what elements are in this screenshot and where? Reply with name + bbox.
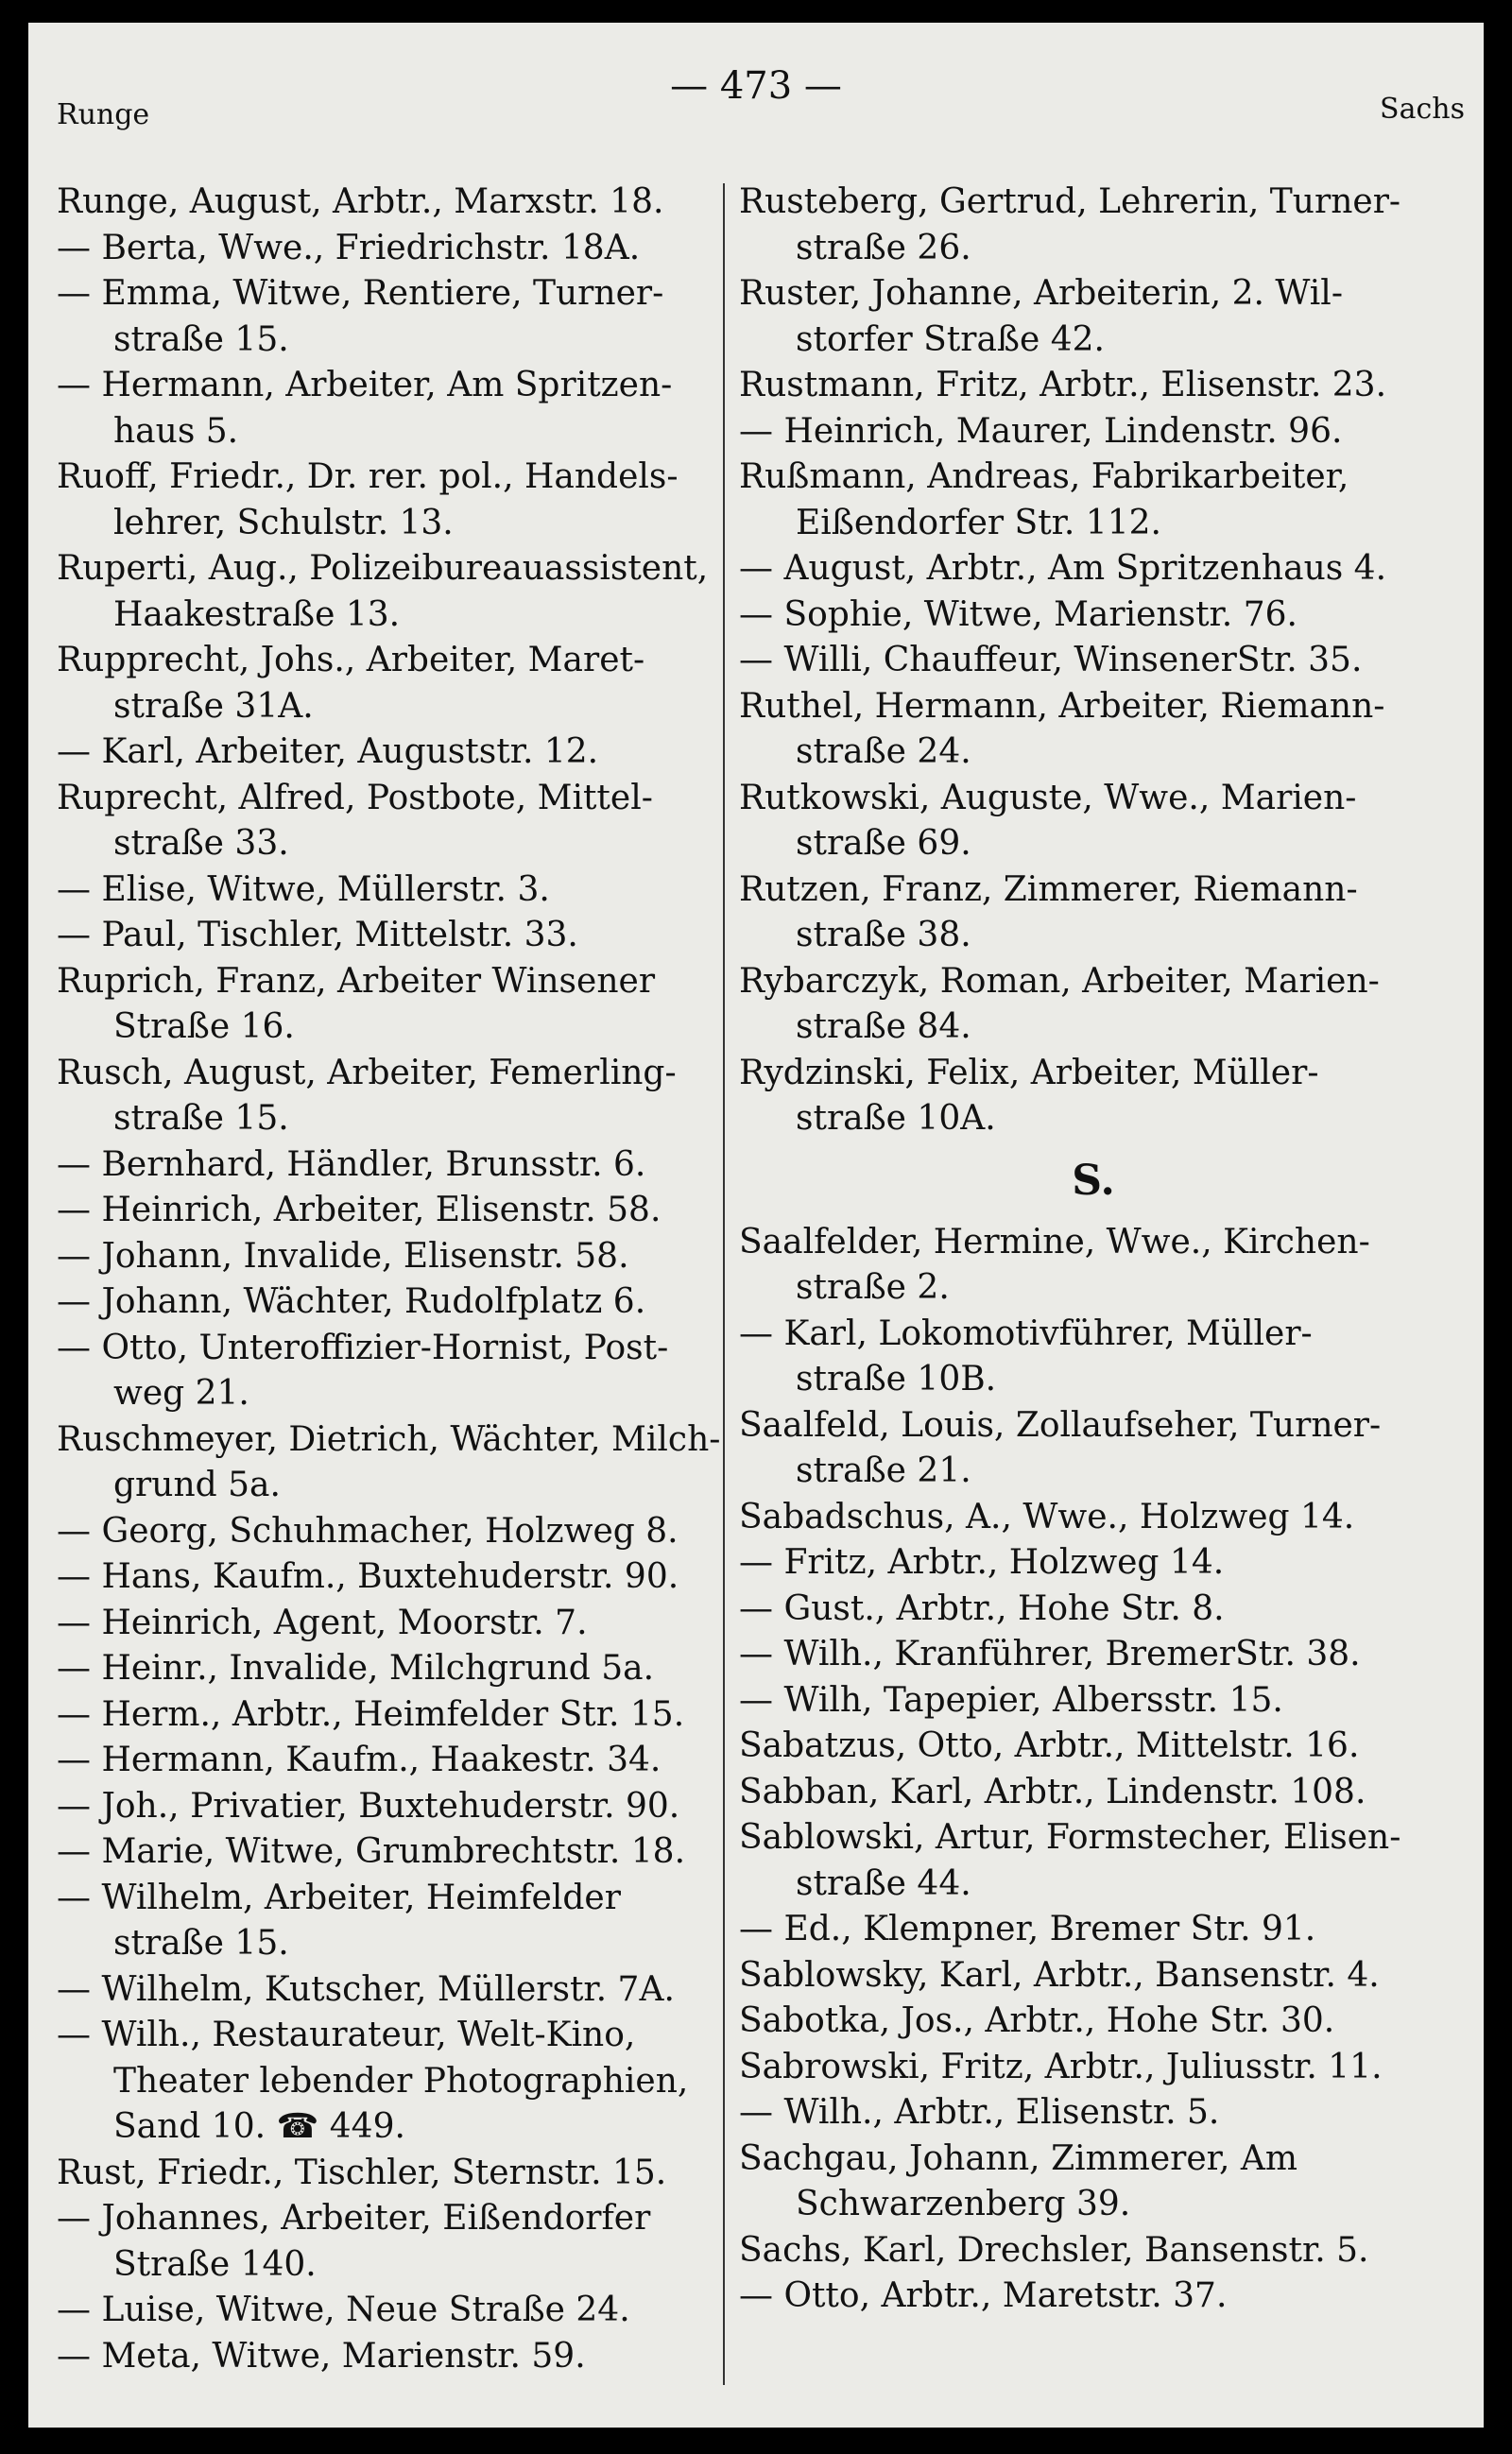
left-column — [57, 180, 721, 2379]
entry-text: — Heinrich, Arbeiter, Elisenstr. 58. — [57, 1191, 662, 1229]
entry-text: Rutkowski, Auguste, Wwe., Marien- — [739, 778, 1357, 817]
directory-entry — [739, 1724, 1448, 1770]
entry-text: — Johann, Wächter, Rudolfplatz 6. — [57, 1282, 646, 1321]
directory-entry — [739, 363, 1448, 409]
directory-entry — [57, 1646, 709, 1692]
directory-page — [28, 23, 1484, 2428]
entry-text: — Elise, Witwe, Müllerstr. 3. — [57, 869, 550, 909]
entry-continuation: straße 44. — [796, 1863, 971, 1903]
entry-continuation: weg 21. — [113, 1374, 249, 1413]
entry-text: Runge, August, Arbtr., Marxstr. 18. — [57, 182, 664, 221]
directory-entry — [739, 1587, 1448, 1633]
directory-entry — [739, 546, 1448, 592]
directory-entry — [57, 2151, 709, 2197]
directory-entry — [57, 1142, 709, 1189]
entry-text: Sabotka, Jos., Arbtr., Hohe Str. 30. — [739, 2001, 1335, 2040]
entry-text: — Heinrich, Maurer, Lindenstr. 96. — [739, 411, 1343, 451]
directory-entry — [57, 271, 709, 363]
directory-entry — [57, 2013, 709, 2104]
entry-text: — Joh., Privatier, Buxtehuderstr. 90. — [57, 1786, 680, 1826]
entry-text: — Karl, Lokomotivführer, Müller- — [739, 1313, 1313, 1353]
directory-entry — [739, 638, 1448, 684]
directory-entry — [739, 2137, 1448, 2228]
entry-continuation: straße 24. — [796, 732, 971, 771]
entry-text: — Wilhelm, Arbeiter, Heimfelder — [57, 1878, 621, 1917]
entry-text: Sachgau, Johann, Zimmerer, Am — [739, 2138, 1297, 2178]
directory-entry — [739, 592, 1448, 639]
directory-entry — [57, 1417, 721, 1509]
entry-text: — Ed., Klempner, Bremer Str. 91. — [739, 1910, 1316, 1948]
entry-continuation: straße 10B. — [796, 1360, 997, 1399]
entry-text: Rust, Friedr., Tischler, Sternstr. 15. — [57, 2153, 667, 2192]
directory-entry — [739, 867, 1448, 959]
entry-text: — Otto, Unteroffizier-Hornist, Post- — [57, 1328, 669, 1367]
directory-entry — [739, 1999, 1448, 2045]
entry-text: — Hermann, Arbeiter, Am Spritzen- — [57, 366, 673, 404]
entry-continuation: straße 33. — [113, 824, 289, 863]
directory-entry — [57, 1829, 709, 1876]
running-head-left: Runge — [57, 98, 150, 131]
directory-entry — [57, 1188, 709, 1234]
entry-text: — Wilh., Arbtr., Elisenstr. 5. — [739, 2093, 1220, 2132]
directory-entry — [739, 1540, 1448, 1587]
entry-text: — Willi, Chauffeur, WinsenerStr. 35. — [739, 641, 1363, 679]
entry-text: — Heinrich, Agent, Moorstr. 7. — [57, 1603, 588, 1642]
directory-entry — [57, 638, 709, 729]
entry-continuation: straße 10A. — [796, 1099, 996, 1138]
entry-text: — Bernhard, Händler, Brunsstr. 6. — [57, 1144, 646, 1184]
entry-text: Ruster, Johanne, Arbeiterin, 2. Wil- — [739, 274, 1343, 313]
entry-text: Sabatzus, Otto, Arbtr., Mittelstr. 16. — [739, 1726, 1360, 1765]
entry-continuation: straße 38. — [796, 916, 971, 954]
directory-entry — [739, 1495, 1448, 1541]
entry-text: Sabban, Karl, Arbtr., Lindenstr. 108. — [739, 1772, 1366, 1811]
directory-entry — [57, 546, 709, 638]
entry-continuation: straße 26. — [796, 228, 971, 267]
entry-text: — Hans, Kaufm., Buxtehuderstr. 90. — [57, 1557, 679, 1596]
directory-entry — [739, 1770, 1448, 1816]
entry-text: — Berta, Wwe., Friedrichstr. 18A. — [57, 228, 641, 267]
entry-text: — Wilh., Restaurateur, Welt-Kino, — [57, 2016, 636, 2054]
entry-continuation: straße 15. — [113, 1099, 289, 1138]
entry-text: Ruschmeyer, Dietrich, Wächter, Milch- — [57, 1419, 721, 1459]
directory-entry — [57, 867, 709, 914]
directory-entry — [57, 913, 709, 959]
directory-entry — [739, 1312, 1448, 1403]
directory-entry — [57, 226, 709, 272]
directory-entry — [57, 1279, 709, 1326]
directory-entry — [57, 2334, 709, 2380]
entry-text: — Meta, Witwe, Marienstr. 59. — [57, 2336, 586, 2376]
page-number: — 473 — — [670, 64, 842, 108]
directory-entry — [739, 2045, 1448, 2091]
entry-continuation: haus 5. — [113, 411, 239, 451]
directory-entry — [57, 1509, 709, 1555]
entry-text: — Johann, Invalide, Elisenstr. 58. — [57, 1236, 629, 1276]
directory-entry — [739, 409, 1448, 455]
directory-entry — [57, 1554, 709, 1601]
directory-entry — [739, 271, 1448, 363]
entry-continuation: straße 21. — [796, 1451, 971, 1490]
entry-continuation: straße 15. — [113, 319, 289, 359]
entry-text: — Emma, Witwe, Rentiere, Turner- — [57, 274, 664, 313]
entry-continuation: Theater lebender Photographien, — [113, 2061, 689, 2101]
directory-entry — [739, 2274, 1448, 2320]
entry-text: — Paul, Tischler, Mittelstr. 33. — [57, 916, 578, 954]
directory-entry — [739, 1051, 1448, 1142]
directory-entry — [57, 455, 709, 546]
directory-entry — [57, 2288, 709, 2334]
entry-text: Rutzen, Franz, Zimmerer, Riemann- — [739, 869, 1358, 909]
entry-text: Sabadschus, A., Wwe., Holzweg 14. — [739, 1497, 1355, 1536]
section-letter: S. — [1072, 1156, 1115, 1205]
entry-text: — August, Arbtr., Am Spritzenhaus 4. — [739, 549, 1387, 588]
entry-continuation: straße 15. — [113, 1924, 289, 1963]
entry-text: — Herm., Arbtr., Heimfelder Str. 15. — [57, 1694, 685, 1734]
directory-entry — [57, 1692, 709, 1739]
directory-entry — [739, 2090, 1448, 2137]
directory-entry — [739, 1815, 1448, 1907]
entry-text: Rydzinski, Felix, Arbeiter, Müller- — [739, 1053, 1319, 1092]
entry-text: — Hermann, Kaufm., Haakestr. 34. — [57, 1741, 662, 1779]
entry-text: Ruoff, Friedr., Dr. rer. pol., Handels- — [57, 457, 679, 496]
entry-continuation: lehrer, Schulstr. 13. — [113, 503, 454, 542]
directory-entry — [57, 363, 709, 455]
entry-text: — Gust., Arbtr., Hohe Str. 8. — [739, 1588, 1225, 1628]
entry-text: — Wilh, Tapepier, Albersstr. 15. — [739, 1680, 1283, 1720]
entry-text: — Heinr., Invalide, Milchgrund 5a. — [57, 1649, 655, 1688]
directory-entry — [57, 2104, 709, 2151]
entry-continuation: straße 2. — [796, 1268, 950, 1307]
entry-continuation: grund 5a. — [113, 1466, 281, 1504]
entry-continuation: Eißendorfer Str. 112. — [796, 503, 1161, 542]
column-divider — [723, 183, 725, 2385]
entry-text: — Wilhelm, Kutscher, Müllerstr. 7A. — [57, 1969, 675, 2009]
directory-entry — [57, 729, 709, 776]
directory-entry — [739, 1220, 1448, 1312]
entry-text: — Karl, Arbeiter, Auguststr. 12. — [57, 732, 599, 771]
directory-entry — [739, 1403, 1448, 1495]
directory-entry — [739, 684, 1448, 776]
directory-entry — [57, 959, 709, 1051]
entry-text: Ruprich, Franz, Arbeiter Winsener — [57, 961, 656, 1001]
entry-text: Rusch, August, Arbeiter, Femerling- — [57, 1053, 677, 1092]
entry-continuation: straße 84. — [796, 1007, 971, 1046]
entry-continuation: Sand 10. ☎ 449. — [113, 2107, 405, 2146]
directory-entry — [57, 1738, 709, 1784]
entry-text: Saalfelder, Hermine, Wwe., Kirchen- — [739, 1222, 1370, 1261]
directory-entry — [57, 1876, 709, 1967]
directory-entry — [739, 455, 1448, 546]
entry-continuation: storfer Straße 42. — [796, 319, 1105, 359]
directory-entry — [739, 1907, 1448, 1953]
directory-entry — [57, 1784, 709, 1830]
entry-text: Rustmann, Fritz, Arbtr., Elisenstr. 23. — [739, 366, 1387, 404]
entry-text: Sabrowski, Fritz, Arbtr., Juliusstr. 11. — [739, 2047, 1383, 2086]
entry-text: Ruprecht, Alfred, Postbote, Mittel- — [57, 778, 653, 817]
directory-entry — [739, 1632, 1448, 1678]
right-column — [739, 180, 1448, 2320]
entry-continuation: Haakestraße 13. — [113, 594, 401, 634]
entry-continuation: straße 31A. — [113, 686, 314, 726]
entry-text: — Luise, Witwe, Neue Straße 24. — [57, 2291, 630, 2329]
directory-entry — [739, 1953, 1448, 1999]
entry-text: Ruthel, Hermann, Arbeiter, Riemann- — [739, 686, 1385, 726]
directory-entry — [57, 1051, 709, 1142]
entry-text: — Georg, Schuhmacher, Holzweg 8. — [57, 1511, 679, 1551]
directory-entry — [739, 1678, 1448, 1725]
entry-text: Rußmann, Andreas, Fabrikarbeiter, — [739, 457, 1349, 496]
directory-entry — [739, 2228, 1448, 2274]
directory-entry — [739, 776, 1448, 867]
running-head-right: Sachs — [1380, 93, 1465, 126]
entry-continuation: straße 69. — [796, 824, 971, 863]
entry-text: — Otto, Arbtr., Maretstr. 37. — [739, 2276, 1228, 2315]
directory-entry — [739, 180, 1448, 271]
entry-continuation: Straße 140. — [113, 2244, 317, 2284]
entry-text: Rusteberg, Gertrud, Lehrerin, Turner- — [739, 182, 1401, 221]
entry-text: Sablowsky, Karl, Arbtr., Bansenstr. 4. — [739, 1955, 1380, 1995]
entry-text: — Sophie, Witwe, Marienstr. 76. — [739, 594, 1297, 634]
entry-text: Saalfeld, Louis, Zollaufseher, Turner- — [739, 1405, 1382, 1445]
entry-text: — Wilh., Kranführer, BremerStr. 38. — [739, 1635, 1361, 1673]
directory-entry — [739, 959, 1448, 1051]
entry-continuation: Straße 16. — [113, 1007, 295, 1046]
entry-text: Rupprecht, Johs., Arbeiter, Maret- — [57, 641, 645, 679]
directory-entry — [57, 1234, 709, 1280]
entry-text: Ruperti, Aug., Polizeibureauassistent, — [57, 549, 709, 588]
directory-entry — [57, 1601, 709, 1647]
entry-text: Sachs, Karl, Drechsler, Bansenstr. 5. — [739, 2230, 1369, 2270]
entry-text: Rybarczyk, Roman, Arbeiter, Marien- — [739, 961, 1380, 1001]
directory-entry — [57, 180, 709, 226]
directory-entry — [57, 2196, 709, 2288]
directory-entry — [57, 1326, 709, 1417]
entry-text: — Johannes, Arbeiter, Eißendorfer — [57, 2199, 651, 2238]
entry-text: Sablowski, Artur, Formstecher, Elisen- — [739, 1818, 1401, 1857]
entry-text: — Marie, Witwe, Grumbrechtstr. 18. — [57, 1832, 686, 1871]
entry-continuation: Schwarzenberg 39. — [796, 2185, 1131, 2223]
entry-text: — Fritz, Arbtr., Holzweg 14. — [739, 1543, 1225, 1582]
directory-entry — [57, 1967, 709, 2014]
directory-entry — [57, 776, 709, 867]
